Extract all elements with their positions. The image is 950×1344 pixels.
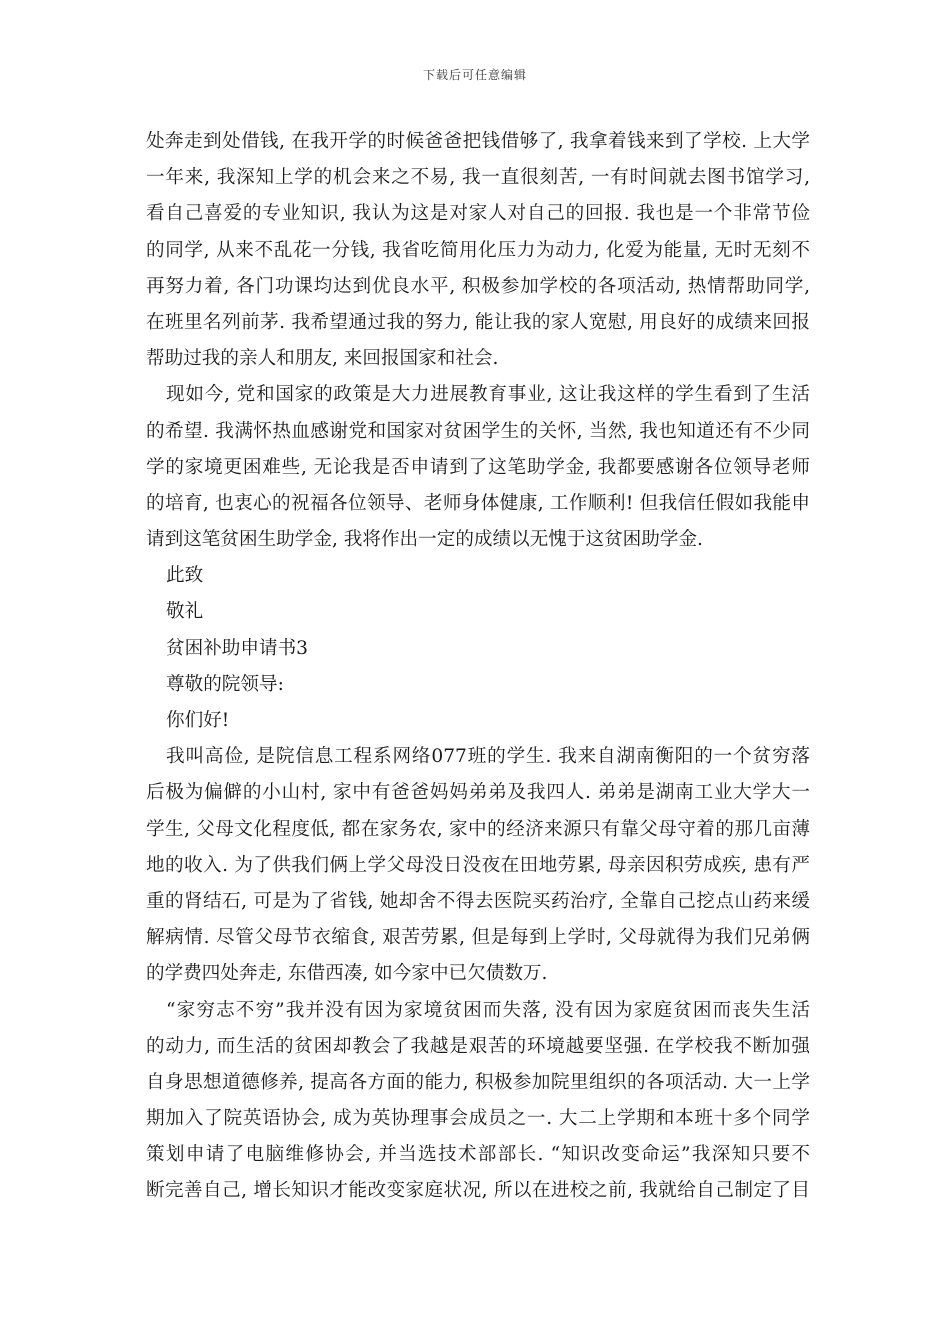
text-line: 一年来, 我深知上学的机会来之不易, 我一直很刻苦, 一有时间就去图书馆学习, (146, 167, 810, 189)
text-line: 学的家境更困难些, 无论我是否申请到了这笔助学金, 我都要感谢各位领导老师 (146, 456, 810, 478)
page-header: 下载后可任意编辑 (422, 68, 527, 82)
text-line: 在班里名列前茅. 我希望通过我的努力, 能让我的家人宽慰, 用良好的成绩来回报 (146, 311, 810, 333)
text-line: 请到这笔贫困生助学金, 我将作出一定的成绩以无愧于这贫困助学金. (146, 529, 703, 551)
document-body (146, 124, 810, 1210)
text-line: 敬礼 (166, 601, 204, 623)
text-line: 的培育, 也衷心的祝福各位领导、老师身体健康, 工作顺利! 但我信任假如我能申 (146, 492, 810, 514)
text-line: 的动力, 而生活的贫困却教会了我越是艰苦的环境越要坚强. 在学校我不断加强 (146, 1035, 810, 1057)
text-line: 你们好! (166, 710, 230, 731)
text-line: 重的肾结石, 可是为了省钱, 她却舍不得去医院买药治疗, 全靠自己挖点山药来缓 (146, 890, 810, 912)
text-line: 解病情. 尽管父母节衣缩食, 艰苦劳累, 但是每到上学时, 父母就得为我们兄弟俩 (146, 927, 810, 949)
text-line: 现如今, 党和国家的政策是大力进展教育事业, 这让我这样的学生看到了生活 (166, 384, 810, 406)
text-line: 的同学, 从来不乱花一分钱, 我省吃简用化压力为动力, 化爱为能量, 无时无刻不 (146, 239, 810, 261)
text-line: 此致 (166, 565, 204, 587)
text-line: 看自己喜爱的专业知识, 我认为这是对家人对自己的回报. 我也是一个非常节俭 (146, 203, 810, 225)
text-line: 学生, 父母文化程度低, 都在家务农, 家中的经济来源只有靠父母守着的那几亩薄 (146, 818, 810, 840)
text-line: 自身思想道德修养, 提高各方面的能力, 积极参加院里组织的各项活动. 大一上学 (146, 1071, 810, 1093)
text-line: 帮助过我的亲人和朋友, 来回报国家和社会. (146, 348, 499, 370)
text-line: “家穷志不穷”我并没有因为家境贫困而失落, 没有因为家庭贫困而丧失生活 (166, 999, 810, 1021)
text-line: 策划申请了电脑维修协会, 并当选技术部部长. “知识改变命运”我深知只要不 (146, 1144, 810, 1166)
text-line: 我叫高俭, 是院信息工程系网络077班的学生. 我来自湖南衡阳的一个贫穷落 (166, 746, 810, 768)
text-line: 后极为偏僻的小山村, 家中有爸爸妈妈弟弟及我四人. 弟弟是湖南工业大学大一 (146, 782, 810, 804)
text-line: 的学费四处奔走, 东借西凑, 如今家中已欠债数万. (146, 963, 548, 985)
text-line: 的希望. 我满怀热血感谢党和国家对贫困学生的关怀, 当然, 我也知道还有不少同 (146, 420, 810, 442)
text-line: 处奔走到处借钱, 在我开学的时候爸爸把钱借够了, 我拿着钱来到了学校. 上大学 (146, 131, 810, 152)
text-line: 再努力着, 各门功课均达到优良水平, 积极参加学校的各项活动, 热情帮助同学, (146, 275, 810, 297)
text-line: 地的收入. 为了供我们俩上学父母没日没夜在田地劳累, 母亲因积劳成疾, 患有严 (146, 854, 810, 876)
text-line: 贫困补助申请书3 (166, 637, 308, 659)
text-line: 期加入了院英语协会, 成为英协理事会成员之一. 大二上学期和本班十多个同学 (146, 1108, 810, 1130)
text-line: 尊敬的院领导: (166, 673, 284, 695)
text-line: 断完善自己, 增长知识才能改变家庭状况, 所以在进校之前, 我就给自己制定了目 (146, 1180, 810, 1202)
